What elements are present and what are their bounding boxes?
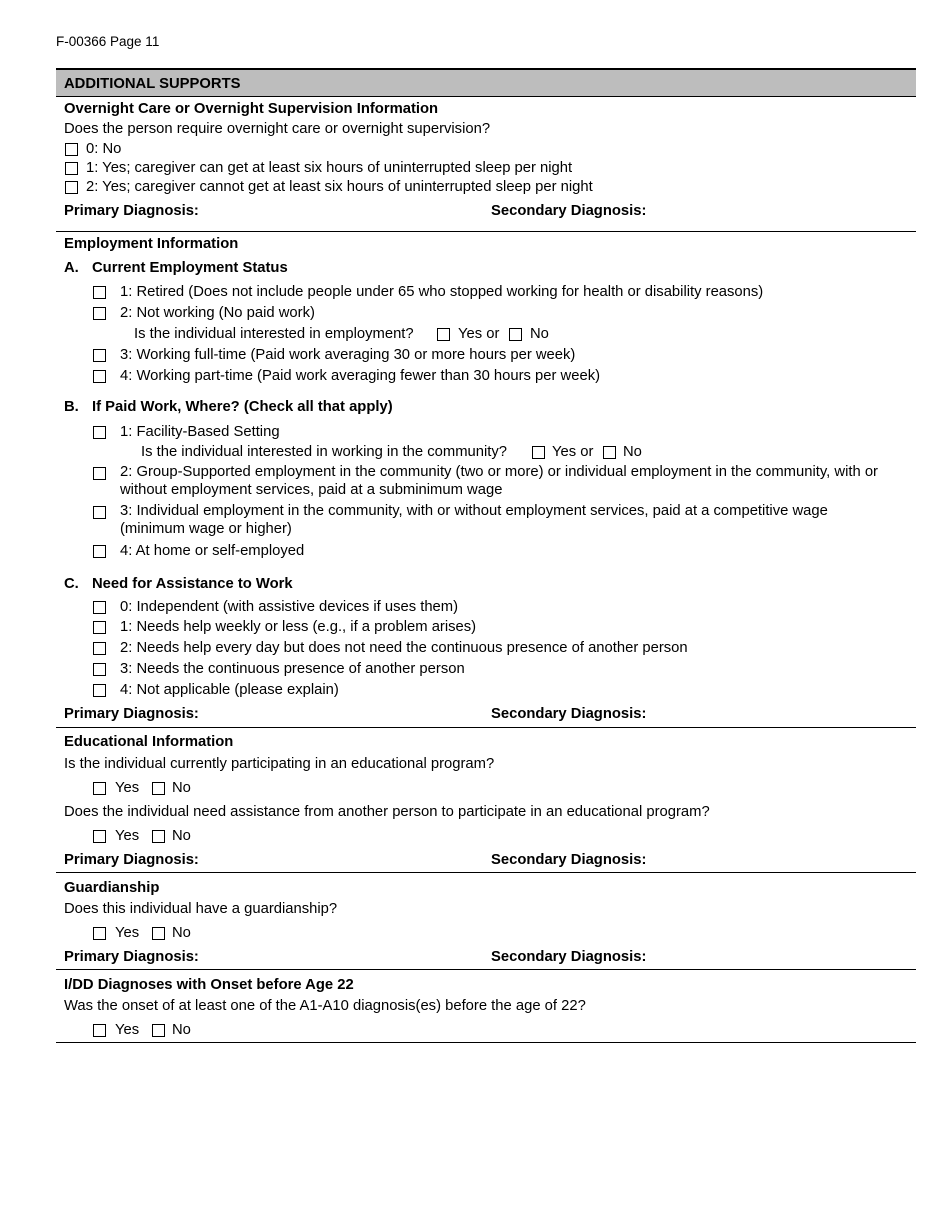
idd-heading: I/DD Diagnoses with Onset before Age 22 <box>64 977 354 993</box>
section-header-bar <box>56 68 916 97</box>
employment-b-3-checkbox[interactable] <box>93 506 106 519</box>
employment-b-1-label: 1: Facility-Based Setting <box>120 424 280 440</box>
employment-heading: Employment Information <box>64 236 239 252</box>
education-q2-no-checkbox[interactable] <box>152 830 165 843</box>
employment-a-1-label: 1: Retired (Does not include people under 65 who stopped working for health or disability reasons) <box>120 284 764 300</box>
employment-c-2-checkbox[interactable] <box>93 642 106 655</box>
idd-yes-label: Yes <box>115 1022 140 1038</box>
employment-a-title: Current Employment Status <box>92 260 288 276</box>
community-interest-question: Is the individual interested in working in the community? <box>141 444 507 460</box>
guardianship-no-label: No <box>172 925 191 941</box>
employment-c-4-label: 4: Not applicable (please explain) <box>120 682 339 698</box>
overnight-2-label: 2: Yes; caregiver cannot get at least six hours of uninterrupted sleep per night <box>86 179 593 195</box>
divider <box>56 727 916 728</box>
employment-a-4-checkbox[interactable] <box>93 370 106 383</box>
secondary-diagnosis-label: Secondary Diagnosis: <box>491 203 647 219</box>
overnight-question: Does the person require overnight care or overnight supervision? <box>64 121 491 137</box>
guardianship-yes-label: Yes <box>115 925 140 941</box>
employment-c-letter: C. <box>64 576 79 592</box>
education-q2-yes-label: Yes <box>115 828 140 844</box>
overnight-1-label: 1: Yes; caregiver can get at least six hours of uninterrupted sleep per night <box>86 160 573 176</box>
education-q2-no-label: No <box>172 828 191 844</box>
employment-a-3-label: 3: Working full-time (Paid work averaging 30 or more hours per week) <box>120 347 576 363</box>
guardianship-heading: Guardianship <box>64 880 160 896</box>
idd-no-label: No <box>172 1022 191 1038</box>
divider <box>56 969 916 970</box>
education-q1-no-checkbox[interactable] <box>152 782 165 795</box>
employment-interest-no-checkbox[interactable] <box>509 328 522 341</box>
employment-a-1-checkbox[interactable] <box>93 286 106 299</box>
overnight-1-checkbox[interactable] <box>65 162 78 175</box>
employment-c-4-checkbox[interactable] <box>93 684 106 697</box>
primary-diagnosis-label: Primary Diagnosis: <box>64 852 199 868</box>
idd-yes-checkbox[interactable] <box>93 1024 106 1037</box>
employment-interest-yes-label: Yes or <box>458 326 500 342</box>
overnight-0-label: 0: No <box>86 141 122 157</box>
employment-c-0-label: 0: Independent (with assistive devices if uses them) <box>120 599 459 615</box>
education-heading: Educational Information <box>64 734 234 750</box>
employment-b-3-label: 3: Individual employment in the community, with or without employment services, paid at a competitive wage (minimum wage or higher) <box>120 503 828 537</box>
employment-interest-no-label: No <box>530 326 549 342</box>
guardianship-yes-checkbox[interactable] <box>93 927 106 940</box>
employment-c-1-label: 1: Needs help weekly or less (e.g., if a problem arises) <box>120 619 477 635</box>
divider <box>56 231 916 232</box>
community-interest-no-checkbox[interactable] <box>603 446 616 459</box>
employment-c-3-checkbox[interactable] <box>93 663 106 676</box>
community-interest-yes-checkbox[interactable] <box>532 446 545 459</box>
overnight-0-checkbox[interactable] <box>65 143 78 156</box>
guardianship-question: Does this individual have a guardianship? <box>64 901 338 917</box>
employment-interest-yes-checkbox[interactable] <box>437 328 450 341</box>
education-q1-no-label: No <box>172 780 191 796</box>
employment-c-0-checkbox[interactable] <box>93 601 106 614</box>
employment-a-3-checkbox[interactable] <box>93 349 106 362</box>
divider <box>56 1042 916 1043</box>
employment-interest-question: Is the individual interested in employment? <box>134 326 414 342</box>
community-interest-no-label: No <box>623 444 642 460</box>
idd-question: Was the onset of at least one of the A1-A10 diagnosis(es) before the age of 22? <box>64 998 586 1014</box>
primary-diagnosis-label: Primary Diagnosis: <box>64 203 199 219</box>
primary-diagnosis-label: Primary Diagnosis: <box>64 706 199 722</box>
employment-c-2-label: 2: Needs help every day but does not need the continuous presence of another person <box>120 640 688 656</box>
primary-diagnosis-label: Primary Diagnosis: <box>64 949 199 965</box>
overnight-2-checkbox[interactable] <box>65 181 78 194</box>
education-q1-yes-checkbox[interactable] <box>93 782 106 795</box>
secondary-diagnosis-label: Secondary Diagnosis: <box>491 852 647 868</box>
education-q2: Does the individual need assistance from another person to participate in an educational program? <box>64 804 710 820</box>
overnight-heading: Overnight Care or Overnight Supervision Information <box>64 101 439 117</box>
divider <box>56 872 916 873</box>
community-interest-yes-label: Yes or <box>552 444 594 460</box>
employment-b-4-label: 4: At home or self-employed <box>120 543 305 559</box>
employment-a-2-label: 2: Not working (No paid work) <box>120 305 315 321</box>
secondary-diagnosis-label: Secondary Diagnosis: <box>491 706 647 722</box>
employment-b-1-checkbox[interactable] <box>93 426 106 439</box>
guardianship-no-checkbox[interactable] <box>152 927 165 940</box>
page-header: F-00366 Page 11 <box>56 34 160 49</box>
education-q1: Is the individual currently participating in an educational program? <box>64 756 495 772</box>
employment-c-1-checkbox[interactable] <box>93 621 106 634</box>
section-title: ADDITIONAL SUPPORTS <box>64 76 241 92</box>
secondary-diagnosis-label: Secondary Diagnosis: <box>491 949 647 965</box>
employment-b-letter: B. <box>64 399 79 415</box>
employment-b-2-label: 2: Group-Supported employment in the community (two or more) or individual employment in the community, with or without employment services, paid at a subminimum wage <box>120 464 878 498</box>
employment-b-4-checkbox[interactable] <box>93 545 106 558</box>
education-q2-yes-checkbox[interactable] <box>93 830 106 843</box>
employment-c-3-label: 3: Needs the continuous presence of another person <box>120 661 465 677</box>
employment-a-2-checkbox[interactable] <box>93 307 106 320</box>
employment-b-2-checkbox[interactable] <box>93 467 106 480</box>
education-q1-yes-label: Yes <box>115 780 140 796</box>
idd-no-checkbox[interactable] <box>152 1024 165 1037</box>
employment-a-4-label: 4: Working part-time (Paid work averaging fewer than 30 hours per week) <box>120 368 601 384</box>
employment-a-letter: A. <box>64 260 79 276</box>
employment-b-title: If Paid Work, Where? (Check all that apply) <box>92 399 393 415</box>
employment-c-title: Need for Assistance to Work <box>92 576 293 592</box>
